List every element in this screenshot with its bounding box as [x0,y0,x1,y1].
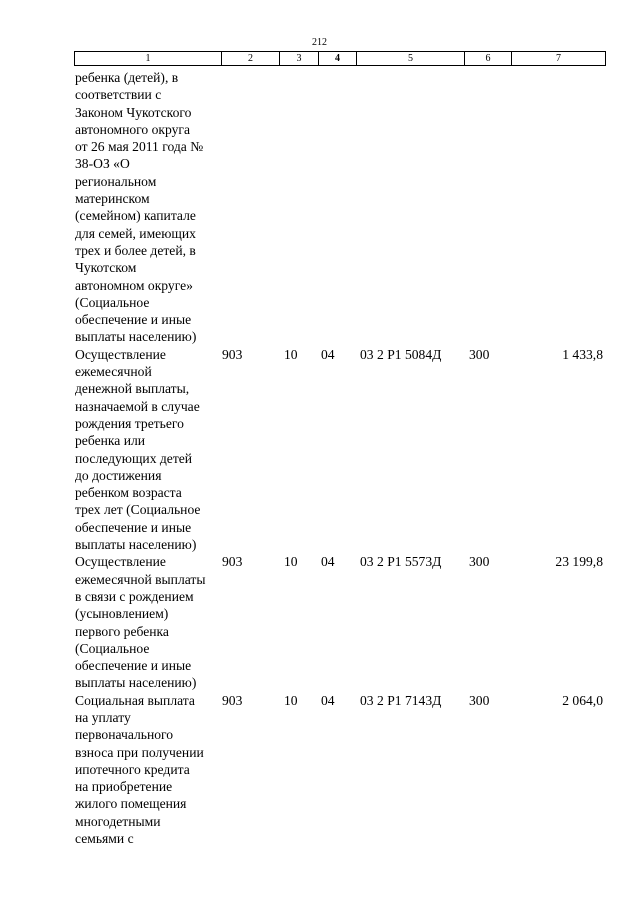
row-ministry-code: 903 [222,692,243,708]
row-section: 10 [284,346,298,362]
row-section: 10 [284,692,298,708]
row-name: Осуществление ежемесячной выплаты в связи с рождением (усыновлением) первого ребенка (Социальное обеспечение и иные выплаты населению) [75,554,206,691]
row-amount: 2 064,0 [562,692,603,708]
row-ministry-code: 903 [222,346,243,362]
row-amount: 1 433,8 [562,346,603,362]
header-col-5: 5 [357,52,465,65]
row-target-article: 03 2 Р1 5084Д [360,346,442,362]
table-body [74,69,604,847]
header-col-6: 6 [465,52,512,65]
row-ministry-code: 903 [222,554,243,570]
row-section: 10 [284,554,298,570]
table-row [74,692,604,848]
table-row [74,69,604,346]
row-name: Социальная выплата на уплату первоначального взноса при получении ипотечного кредита на приобретение жилого помещения многодетными семьями с [75,692,204,847]
row-subsection: 04 [321,346,335,362]
header-col-7: 7 [556,53,561,64]
row-subsection: 04 [321,554,335,570]
header-col-1: 1 [75,52,222,65]
header-col-4: 4 [319,52,357,65]
row-expense-type: 300 [469,692,490,708]
table-row [74,346,604,554]
row-subsection: 04 [321,692,335,708]
table-header-row [74,51,606,66]
row-expense-type: 300 [469,346,490,362]
header-col-2: 2 [222,52,280,65]
row-amount: 23 199,8 [555,554,603,570]
header-col-3: 3 [280,52,319,65]
row-target-article: 03 2 Р1 7143Д [360,692,442,708]
row-name: ребенка (детей), в соответствии с Законом Чукотского автономного округа от 26 мая 2011 года № 38-ОЗ «О региональном материнском (семейном) капитале для семей, имеющих трех и более детей, в Чукотском автономном округе» (Социальное обеспечение и иные выплаты населению) [75,70,204,345]
row-name: Осуществление ежемесячной денежной выплаты, назначаемой в случае рождения третьего ребенка или последующих детей до достижения ребенком возраста трех лет (Социальное обеспечение и иные выплаты населению) [75,346,201,553]
row-target-article: 03 2 Р1 5573Д [360,554,442,570]
table-row [74,553,604,691]
page-number: 212 [312,37,327,48]
row-expense-type: 300 [469,554,490,570]
